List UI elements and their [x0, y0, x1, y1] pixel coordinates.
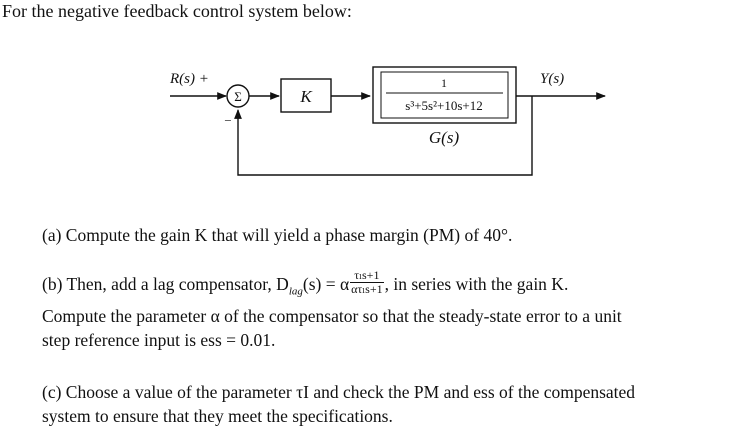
input-label: R(s) + [170, 71, 209, 87]
question-part-a: (a) Compute the gain K that will yield a phase margin (PM) of 40°. [42, 225, 513, 245]
gain-label: K [300, 87, 312, 106]
sum-symbol: Σ [234, 89, 242, 104]
part-b-line2: Compute the parameter α of the compensator so that the steady-state error to a unit [42, 305, 622, 326]
block-diagram [0, 60, 756, 210]
plant-denominator: s³+5s²+10s+12 [405, 98, 483, 113]
minus-sign: − [224, 113, 232, 128]
output-label: Y(s) [540, 71, 565, 87]
part-b-line1: (b) Then, add a lag compensator, $D_{lag}(s) = \alpha$ $\frac{\text{τₗs+1}}{\text{ατₗs+1}}$ , in series with the gain K. [42, 268, 569, 298]
lag-compensator-fraction: $\frac{\text{τₗs+1}}{\text{ατₗs+1}}$ [351, 268, 383, 297]
part-c-line1: (c) Choose a value of the parameter τI and check the PM and ess of the compensated [42, 382, 636, 402]
question-part-b [42, 268, 622, 352]
plant-numerator: 1 [441, 76, 447, 90]
plant-name: G(s) [428, 128, 460, 147]
intro-text: For the negative feedback control system below: [2, 1, 352, 21]
question-part-c [42, 380, 635, 428]
part-b-line3: step reference input is ess = 0.01. [42, 329, 276, 350]
part-c-line2: system to ensure that they meet the specifications. [42, 406, 393, 426]
